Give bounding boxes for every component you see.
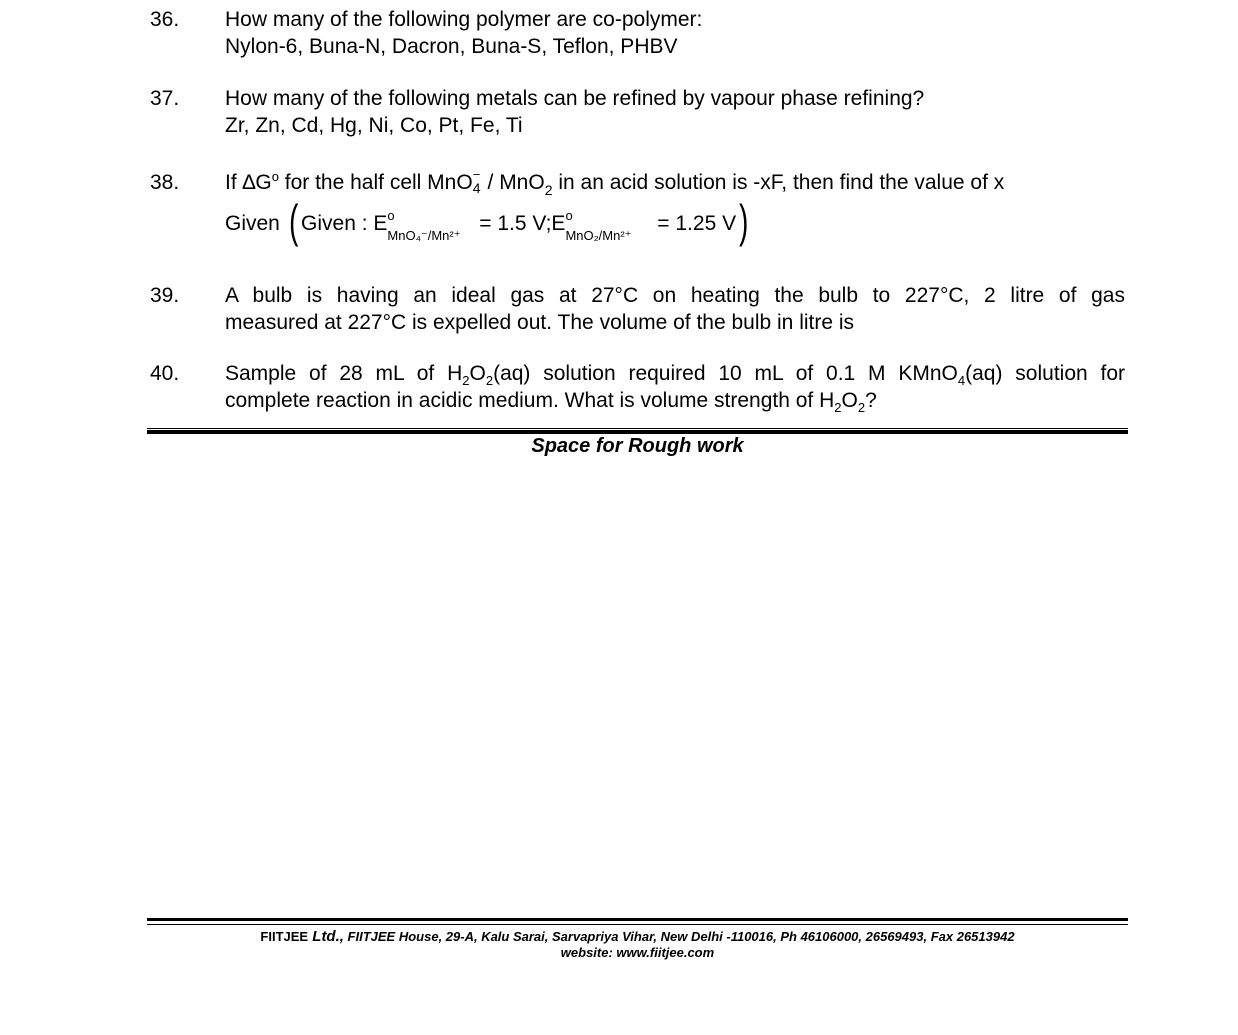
footer-brand: FIITJEE [260,929,309,944]
question-text: How many of the following polymer are co-polymer: Nylon-6, Buna-N, Dacron, Buna-S, Teflon, PHBV [225,8,703,58]
question-text: If $\Delta G^o$ for the half cell MnO − 4 / MnO$_2$ in an acid solution is -xF, then find the value of x Given ( Given : E o MnO₄⁻/Mn²⁺ = 1.5 V;E o MnO₂/Mn²⁺ = 1.25 V) [225,169,1125,238]
footer [147,929,1128,961]
question-number: 36. [150,8,180,31]
question-text: Sample of 28 mL of $H_2O_2(aq)$ solution required 10 mL of 0.1 M KMnO$_4$(aq) solution for complete reaction in acidic medium. What is volume strength of $H_2O_2$? [225,362,1126,416]
footer-divider-thin [147,924,1128,925]
question-text: How many of the following metals can be refined by vapour phase refining? Zr, Zn, Cd, Hg, Ni, Co, Pt, Fe, Ti [225,87,925,137]
question-number: 39. [150,284,180,307]
divider-thick [147,430,1128,434]
footer-address: FIITJEE Ltd., FIITJEE House, 29-A, Kalu Sarai, Sarvapriya Vihar, New Delhi -110016, Ph 46106000, 26569493, Fax 26513942 [260,928,1015,945]
question-number: 38. [150,171,180,194]
divider [147,428,1128,429]
rough-work-heading: Space for Rough work [531,435,744,457]
given-expression: Given ( Given : E o MnO₄⁻/Mn²⁺ = 1.5 V;E o MnO₂/Mn²⁺ = 1.25 V) [225,194,749,247]
footer-website: website: www.fiitjee.com [560,945,715,960]
footer-divider [147,918,1128,921]
question-number: 40. [150,362,180,385]
question-number: 37. [150,87,180,110]
question-text: A bulb is having an ideal gas at 27°C on heating the bulb to 227°C, 2 litre of gas measured at 227°C is expelled out. The volume of the bulb in litre is [225,284,1125,334]
